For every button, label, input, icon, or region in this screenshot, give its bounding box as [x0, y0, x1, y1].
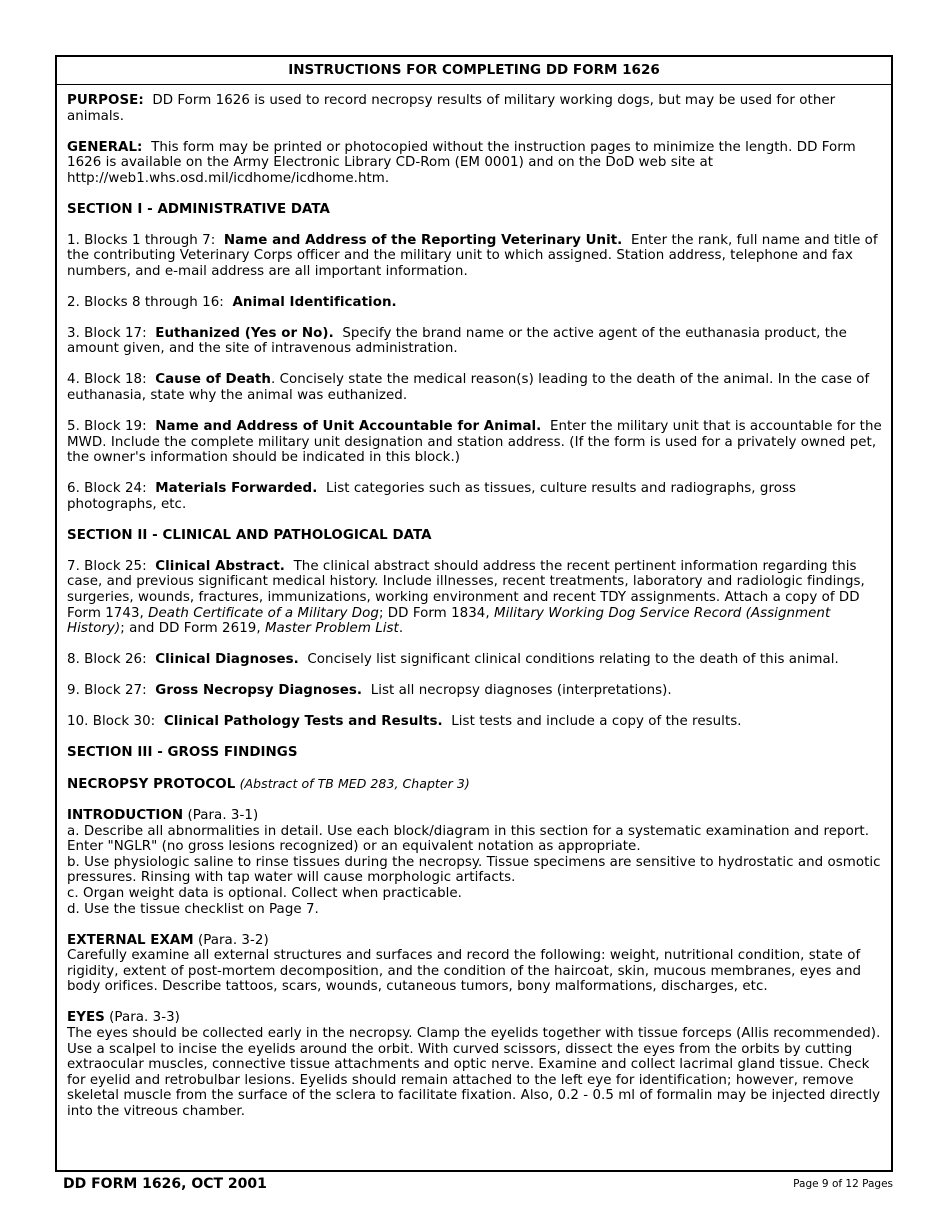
instruction-item: 8. Block 26: Clinical Diagnoses. Concisely list significant clinical conditions relating to the death of this animal.	[67, 652, 839, 668]
instruction-item: 5. Block 19: Name and Address of Unit Accountable for Animal. Enter the military unit that is accountable for the MWD. Include the complete military unit designation and station address. (If the form is used for a privately owned pet, the owner's information should be indicated in this block.)	[67, 419, 882, 466]
general-text: This form may be printed or photocopied without the instruction pages to minimize the length. DD Form 1626 is available on the Army Electronic Library CD-Rom (EM 0001) and on the DoD web site at http://web1.whs.osd.mil/icdhome/icdhome.htm.	[67, 139, 856, 186]
section-heading: SECTION II - CLINICAL AND PATHOLOGICAL DATA	[67, 527, 432, 543]
instruction-item: 3. Block 17: Euthanized (Yes or No). Specify the brand name or the active agent of the euthanasia product, the amount given, and the site of intravenous administration.	[67, 325, 847, 357]
general-paragraph	[67, 140, 883, 187]
instruction-item: 7. Block 25: Clinical Abstract. The clinical abstract should address the recent pertinent information regarding this case, and previous significant medical history. Include illnesses, recent treatments, laboratory and radiologic findings, surgeries, wounds, fractures, immunizations, working environment and recent TDY assignments. Attach a copy of DD Form 1743, Death Certificate of a Military Dog; DD Form 1834, Military Working Dog Service Record (Assignment History); and DD Form 2619, Master Problem List.	[67, 558, 865, 637]
purpose-label: PURPOSE:	[67, 93, 144, 108]
instruction-item: 6. Block 24: Materials Forwarded. List categories such as tissues, culture results and radiographs, gross photographs, etc.	[67, 481, 797, 512]
instruction-item: 2. Blocks 8 through 16: Animal Identification.	[67, 294, 397, 310]
external-exam-block: EXTERNAL EXAM (Para. 3-2) Carefully examine all external structures and surfaces and record the following: weight, nutritional condition, state of rigidity, extent of post-mortem decomposition, and the condition of the haircoat, skin, mucous membranes, eyes and body orifices. Describe tattoos, scars, wounds, cutaneous tumors, bony malformations, discharges, etc.	[67, 932, 862, 995]
section-heading: SECTION III - GROSS FINDINGS	[67, 745, 298, 761]
introduction-block: INTRODUCTION (Para. 3-1) a. Describe all abnormalities in detail. Use each block/diagram in this section for a systematic examination and report. Enter "NGLR" (no gross lesions recognized) or an equivalent notation as appropriate. b. Use physiologic saline to rinse tissues during the necropsy. Tissue specimens are sensitive to hydrostatic and osmotic pressures. Rinsing with tap water will cause morphologic artifacts. c. Organ weight data is optional. Collect when practicable. d. Use the tissue checklist on Page 7.	[67, 808, 881, 917]
page-title: INSTRUCTIONS FOR COMPLETING DD FORM 1626	[57, 57, 891, 85]
protocol-heading: NECROPSY PROTOCOL (Abstract of TB MED 283, Chapter 3)	[67, 776, 470, 793]
eyes-block: EYES (Para. 3-3) The eyes should be collected early in the necropsy. Clamp the eyelids together with tissue forceps (Allis recommended). Use a scalpel to incise the eyelids around the orbit. With curved scissors, dissect the eyes from the orbits by cutting extraocular muscles, connective tissue attachments and optic nerve. Examine and collect lacrimal gland tissue. Check for eyelid and retrobulbar lesions. Eyelids should remain attached to the left eye for identification; however, remove skeletal muscle from the surface of the sclera to facilitate fixation. Also, 0.2 - 0.5 ml of formalin may be injected directly into the vitreous chamber.	[67, 1010, 881, 1119]
form-identifier: DD FORM 1626, OCT 2001	[63, 1176, 267, 1192]
instruction-item: 4. Block 18: Cause of Death. Concisely state the medical reason(s) leading to the death of the animal. In the case of euthanasia, state why the animal was euthanized.	[67, 372, 870, 404]
instruction-item: 10. Block 30: Clinical Pathology Tests and Results. List tests and include a copy of the results.	[67, 714, 742, 730]
purpose-paragraph	[67, 93, 883, 124]
general-label: GENERAL:	[67, 139, 143, 155]
purpose-text: DD Form 1626 is used to record necropsy results of military working dogs, but may be used for other animals.	[67, 93, 836, 124]
section-heading: SECTION I - ADMINISTRATIVE DATA	[67, 201, 330, 217]
page-number: Page 9 of 12 Pages	[793, 1178, 893, 1190]
instructions-body	[57, 85, 891, 1120]
instruction-item: 9. Block 27: Gross Necropsy Diagnoses. List all necropsy diagnoses (interpretations).	[67, 683, 672, 699]
form-frame	[55, 55, 893, 1172]
instruction-item: 1. Blocks 1 through 7: Name and Address of the Reporting Veterinary Unit. Enter the rank, full name and title of the contributing Veterinary Corps officer and the military unit to which assigned. Station address, telephone and fax numbers, and e-mail address are all important information.	[67, 232, 878, 279]
